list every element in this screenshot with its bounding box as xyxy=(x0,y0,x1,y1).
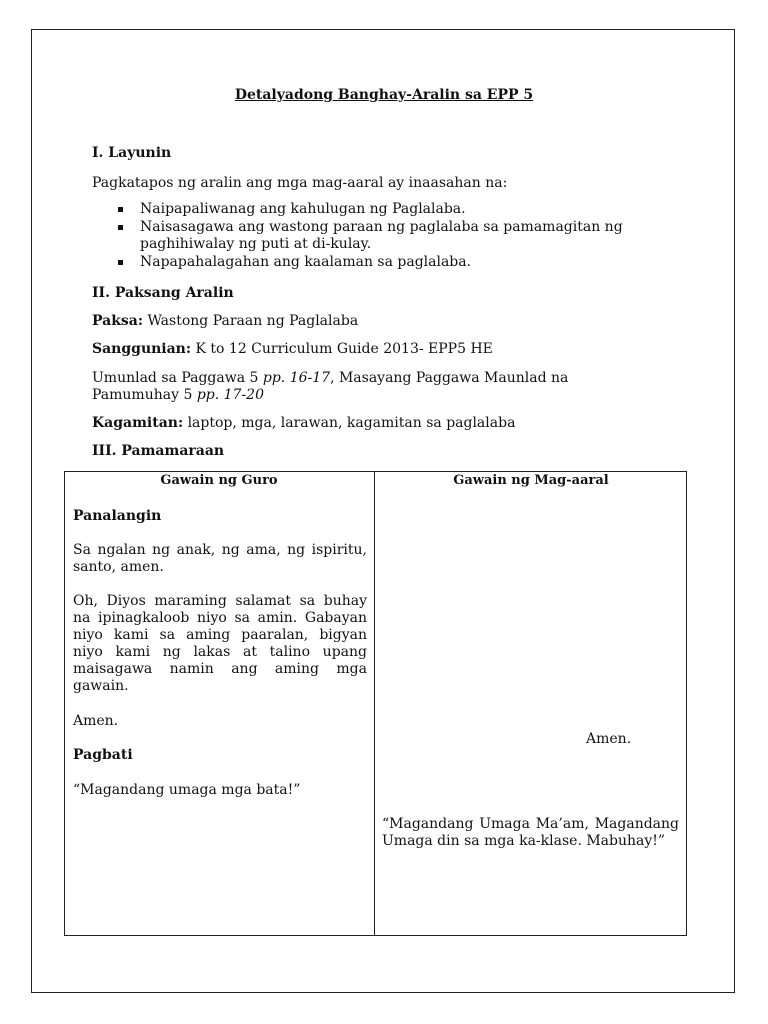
kagamitan-value: laptop, mga, larawan, kagamitan sa paglalaba xyxy=(187,415,516,431)
sanggunian-label: Sanggunian: xyxy=(92,341,192,357)
list-item: Napapahalagahan ang kaalaman sa paglalaba. xyxy=(116,254,680,271)
list-item: Naipapaliwanag ang kahulugan ng Paglalaba. xyxy=(116,201,680,218)
paksa-line xyxy=(92,313,358,330)
sanggunian-value: K to 12 Curriculum Guide 2013- EPP5 HE xyxy=(195,341,493,357)
paksang-aralin-heading: II. Paksang Aralin xyxy=(92,285,234,301)
panalangin-text-1: Sa ngalan ng anak, ng ama, ng ispiritu, santo, amen. xyxy=(73,542,367,575)
pamamaraan-heading: III. Pamamaraan xyxy=(92,443,225,459)
document-title: Detalyadong Banghay-Aralin sa EPP 5 xyxy=(234,87,534,103)
layunin-heading: I. Layunin xyxy=(92,145,172,161)
column-header-magaaral: Gawain ng Mag-aaral xyxy=(453,473,609,488)
amen-magaaral: Amen. xyxy=(586,731,632,747)
sanggunian-line xyxy=(92,341,493,358)
pagbati-magaaral: “Magandang Umaga Ma’am, Magandang Umaga din sa mga ka-klase. Mabuhay!” xyxy=(382,816,679,849)
amen-guro: Amen. xyxy=(73,713,119,729)
pagbati-heading: Pagbati xyxy=(73,747,133,763)
column-header-guro: Gawain ng Guro xyxy=(160,473,278,488)
reference-text: , Masayang Paggawa Maunlad na xyxy=(330,370,569,386)
reference-line-1 xyxy=(92,370,568,387)
layunin-intro: Pagkatapos ng aralin ang mga mag-aaral ay inaasahan na: xyxy=(92,175,508,191)
kagamitan-label: Kagamitan: xyxy=(92,415,184,431)
reference-pages: pp. 16-17 xyxy=(262,370,331,386)
panalangin-heading: Panalangin xyxy=(73,508,162,524)
reference-text: Pamumuhay 5 xyxy=(92,387,197,403)
list-item: Naisasagawa ang wastong paraan ng paglalaba sa pamamagitan ng paghihiwalay ng puti at di-kulay. xyxy=(116,219,660,253)
reference-text: Umunlad sa Paggawa 5 xyxy=(92,370,263,386)
reference-pages: pp. 17-20 xyxy=(196,387,264,403)
layunin-list xyxy=(116,201,680,272)
paksa-value: Wastong Paraan ng Paglalaba xyxy=(147,313,359,329)
procedure-table xyxy=(64,471,687,936)
paksa-label: Paksa: xyxy=(92,313,144,329)
pagbati-guro: “Magandang umaga mga bata!” xyxy=(73,782,301,798)
kagamitan-line xyxy=(92,415,515,432)
reference-line-2 xyxy=(92,387,264,404)
column-divider xyxy=(374,471,375,936)
panalangin-text-2: Oh, Diyos maraming salamat sa buhay na ipinagkaloob niyo sa amin. Gabayan niyo kami sa aming paaralan, bigyan niyo kami ng lakas at talino upang maisagawa namin ang aming mga gawain. xyxy=(73,593,367,694)
